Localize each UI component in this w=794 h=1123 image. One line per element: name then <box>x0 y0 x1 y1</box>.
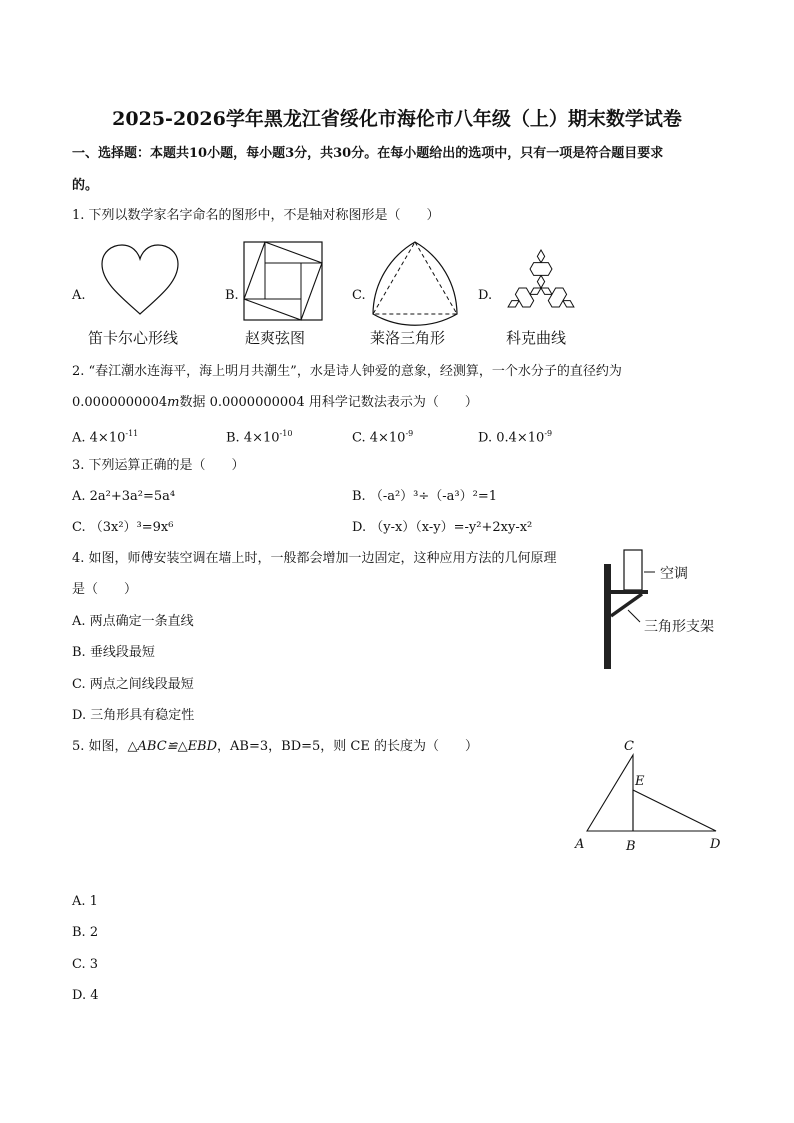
q4-option-a: A. 两点确定一条直线 <box>72 614 194 629</box>
q3-option-a: A. 2a²+3a²=5a⁴ <box>72 489 176 504</box>
q1-option-d-label: D. <box>478 288 493 303</box>
q4-stem-line2: 是（ ） <box>72 582 138 597</box>
q1-option-d-caption: 科克曲线 <box>506 329 567 347</box>
q1-option-a-label: A. <box>72 288 86 303</box>
koch-snowflake-figure <box>496 237 586 327</box>
q5-congruence: △ABC≌△EBD <box>127 739 218 754</box>
q3-stem: 3. 下列运算正确的是（ ） <box>72 458 245 473</box>
triangle-ebd <box>633 790 716 831</box>
q5-option-b: B. 2 <box>72 925 99 940</box>
cardioid-heart-figure <box>100 244 180 316</box>
q4-label-ac: 空调 <box>660 566 688 582</box>
q1-stem: 1. 下列以数学家名字命名的图形中，不是轴对称图形是（ ） <box>72 208 440 223</box>
q1-option-c-label: C. <box>352 288 366 303</box>
wall <box>604 564 611 669</box>
q4-label-bracket: 三角形支架 <box>644 619 714 635</box>
q1-option-b-label: B. <box>225 288 239 303</box>
q4-stem-line1: 4. 如图，师傅安装空调在墙上时，一般都会增加一边固定，这种应用方法的几何原理 <box>72 551 557 566</box>
point-e-label: E <box>635 774 645 789</box>
reuleaux-triangle-figure <box>370 240 460 322</box>
q2-option-a: A. $4\times 10^{-11}$ <box>72 429 139 446</box>
triangle-figure <box>570 738 730 858</box>
point-b-label: B <box>626 839 636 854</box>
bracket-diagonal <box>611 594 642 616</box>
q2-stem-line1: 2. “春江潮水连海平，海上明月共潮生”，水是诗人钟爱的意象，经测算，一个水分子的直径约为 <box>72 364 622 379</box>
point-a-label: A <box>575 837 585 852</box>
triangle-abc <box>587 755 633 831</box>
q2-value: 0.0000000004 <box>72 395 168 410</box>
point-c-label: C <box>624 739 634 754</box>
zhaoshuang-string-figure <box>243 241 323 321</box>
q5-option-d: D. 4 <box>72 988 99 1003</box>
q5-option-c: C. 3 <box>72 957 99 972</box>
air-conditioner-unit <box>624 550 642 590</box>
q5-stem: 5. 如图，△ABC≌△EBD，AB=3，BD=5，则 CE 的长度为（ ） <box>72 739 478 754</box>
q1-option-c-caption: 莱洛三角形 <box>370 329 446 347</box>
q3-option-d: D. （y-x）（x-y）=-y²+2xy-x² <box>352 520 533 535</box>
q3-option-c: C. （3x²）³=9x⁶ <box>72 520 174 535</box>
q3-option-b: B. （-a²）³÷（-a³）²=1 <box>352 489 498 504</box>
q4-option-c: C. 两点之间线段最短 <box>72 677 194 692</box>
q4-option-d: D. 三角形具有稳定性 <box>72 708 195 723</box>
q2-option-d: D. $0.4\times 10^{-9}$ <box>478 429 553 446</box>
q2-unit: m <box>167 395 180 410</box>
q4-option-b: B. 垂线段最短 <box>72 645 155 660</box>
bracket-top <box>611 590 648 594</box>
q1-option-b-caption: 赵爽弦图 <box>245 329 306 347</box>
point-d-label: D <box>710 837 721 852</box>
section-heading: 一、选择题：本题共10小题，每小题3分，共30分。在每小题给出的选项中，只有一项是符合题目要求 <box>72 146 664 161</box>
q5-option-a: A. 1 <box>72 894 98 909</box>
q2-question: 数据 0.0000000004 用科学记数法表示为（ ） <box>179 395 478 410</box>
section-heading-cont: 的。 <box>72 178 99 193</box>
page-title: 2025-2026学年黑龙江省绥化市海伦市八年级（上）期末数学试卷 <box>112 108 682 130</box>
q2-option-c: C. $4\times 10^{-9}$ <box>352 429 414 446</box>
q1-option-a-caption: 笛卡尔心形线 <box>88 329 179 347</box>
q2-option-b: B. $4\times 10^{-10}$ <box>226 429 293 446</box>
q2-stem-line2 <box>72 395 478 411</box>
